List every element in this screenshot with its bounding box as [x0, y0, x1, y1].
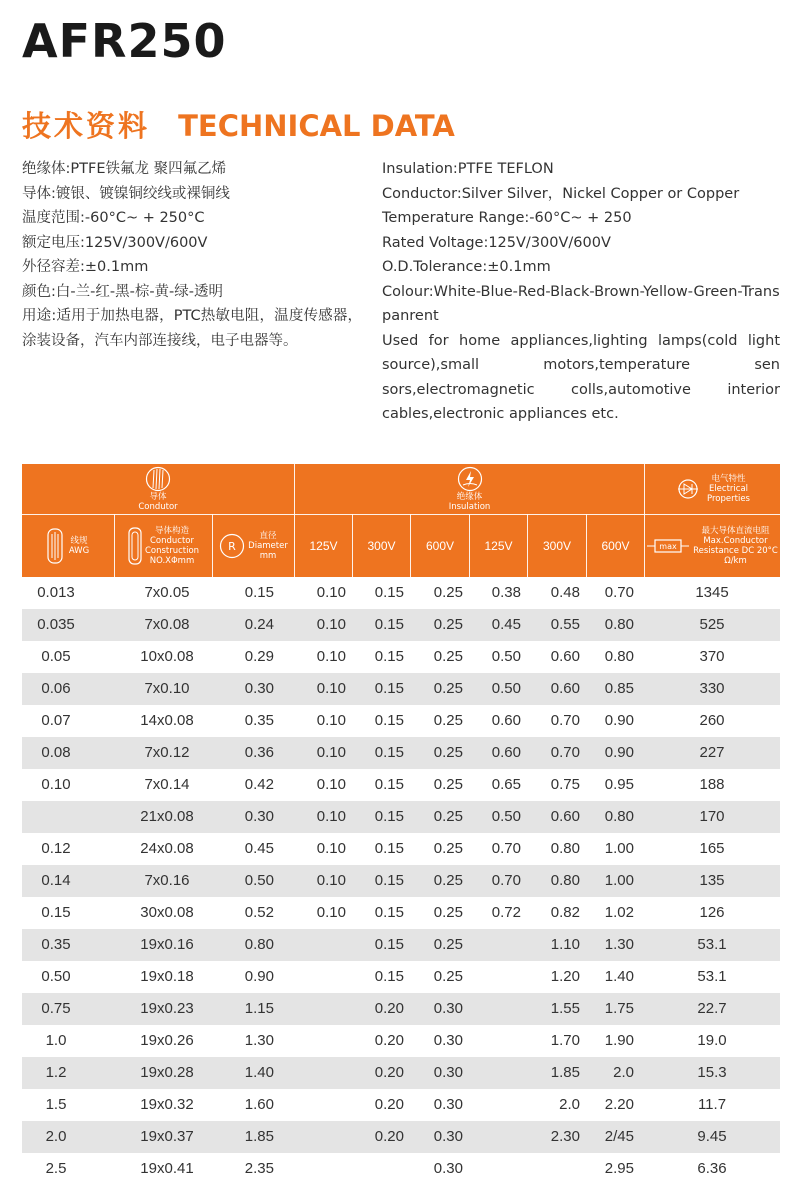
table-body — [22, 577, 780, 1185]
cell-awg: 0.035 — [37, 616, 75, 633]
cell-thick-300v — [531, 1153, 580, 1185]
table-row — [22, 897, 780, 929]
cell-thick-125v — [473, 961, 521, 993]
insulation-en: Insulation — [448, 502, 491, 512]
cell-thick-600v: 2/45 — [604, 1128, 634, 1145]
resistance-en1: Max.Conductor — [703, 536, 768, 546]
cell-insulation-300v: 0.20 — [374, 1128, 404, 1145]
cell-diameter: 1.85 — [244, 1128, 274, 1145]
cell-diameter: 0.90 — [244, 968, 274, 985]
resistor-max-label: max — [659, 542, 677, 551]
cell-construction: 7x0.05 — [144, 584, 190, 601]
resistance-header — [645, 515, 780, 577]
wire-awg-icon — [47, 528, 63, 564]
diameter-zh: 直径 — [259, 531, 277, 541]
cell-resistance: 525 — [699, 616, 725, 633]
table-row — [22, 737, 780, 769]
cell-resistance: 170 — [699, 808, 725, 825]
spec-en-conductor: Conductor:Silver Silver，Nickel Copper or Copper — [382, 185, 740, 202]
cell-construction: 7x0.12 — [144, 744, 190, 761]
cell-resistance: 165 — [699, 840, 725, 857]
cell-insulation-125v: 0.10 — [316, 904, 346, 921]
electrical-en1: Electrical — [708, 484, 749, 494]
cell-thick-125v — [473, 1153, 521, 1185]
cell-insulation-300v: 0.15 — [374, 776, 404, 793]
table-row — [22, 769, 780, 801]
cell-thick-300v: 0.82 — [550, 904, 580, 921]
cell-thick-600v: 0.85 — [604, 680, 634, 697]
cell-thick-600v: 2.0 — [613, 1064, 634, 1081]
cell-diameter: 1.15 — [244, 1000, 274, 1017]
construction-text — [145, 526, 199, 566]
conductor-group-header — [22, 464, 294, 514]
cell-thick-600v: 0.80 — [604, 616, 634, 633]
cell-diameter: 0.30 — [244, 680, 274, 697]
resistance-unit: Ω/km — [724, 556, 747, 566]
cell-thick-300v: 1.10 — [550, 936, 580, 953]
diameter-unit: mm — [259, 551, 277, 561]
cell-insulation-125v — [298, 1025, 346, 1057]
voltage-300v-header: 300V — [542, 538, 572, 553]
cell-insulation-600v: 0.25 — [433, 808, 463, 825]
cell-insulation-300v: 0.15 — [374, 584, 404, 601]
spec-en-insulation: Insulation:PTFE TEFLON — [382, 161, 554, 177]
cell-thick-300v: 1.70 — [550, 1032, 580, 1049]
cell-awg: 0.14 — [41, 872, 71, 889]
cell-thick-600v: 0.95 — [604, 776, 634, 793]
svg-text:R: R — [228, 540, 236, 553]
awg-text — [69, 536, 89, 556]
cell-thick-300v: 0.48 — [550, 584, 580, 601]
cell-awg: 0.50 — [41, 968, 71, 985]
cell-resistance: 15.3 — [697, 1064, 727, 1081]
cell-resistance: 53.1 — [697, 968, 727, 985]
cell-construction: 14x0.08 — [140, 712, 194, 729]
cell-thick-125v: 0.65 — [491, 776, 521, 793]
cell-insulation-125v: 0.10 — [316, 648, 346, 665]
cell-insulation-600v: 0.30 — [433, 1064, 463, 1081]
table-row — [22, 1089, 780, 1121]
cell-insulation-125v — [298, 1121, 346, 1153]
cell-thick-125v: 0.50 — [491, 808, 521, 825]
cell-insulation-300v: 0.15 — [374, 936, 404, 953]
cell-resistance: 22.7 — [697, 1000, 727, 1017]
electrical-text — [707, 474, 750, 504]
cell-thick-300v: 0.70 — [550, 712, 580, 729]
cell-thick-300v: 0.70 — [550, 744, 580, 761]
cell-awg: 0.05 — [41, 648, 71, 665]
resistance-zh: 最大导体直流电阻 — [701, 526, 770, 536]
cell-thick-600v: 1.40 — [604, 968, 634, 985]
table-row — [22, 1057, 780, 1089]
cell-thick-125v: 0.38 — [491, 584, 521, 601]
cell-insulation-125v: 0.10 — [316, 680, 346, 697]
cell-insulation-300v: 0.20 — [374, 1064, 404, 1081]
cell-insulation-600v: 0.25 — [433, 776, 463, 793]
cell-insulation-300v: 0.15 — [374, 680, 404, 697]
cell-insulation-300v: 0.20 — [374, 1096, 404, 1113]
cell-insulation-600v: 0.25 — [433, 872, 463, 889]
cell-awg: 0.08 — [41, 744, 71, 761]
cell-insulation-600v: 0.25 — [433, 744, 463, 761]
cell-diameter: 0.15 — [244, 584, 274, 601]
cell-insulation-600v: 0.25 — [433, 712, 463, 729]
cell-thick-300v: 0.75 — [550, 776, 580, 793]
cell-diameter: 1.40 — [244, 1064, 274, 1081]
cell-diameter: 2.35 — [244, 1160, 274, 1177]
resistor-icon — [647, 538, 689, 554]
cell-diameter: 0.50 — [244, 872, 274, 889]
cell-insulation-300v: 0.20 — [374, 1032, 404, 1049]
cell-thick-300v: 2.30 — [550, 1128, 580, 1145]
cell-thick-600v: 1.75 — [604, 1000, 634, 1017]
cell-construction: 10x0.08 — [140, 648, 194, 665]
cell-thick-600v: 1.02 — [604, 904, 634, 921]
cell-insulation-300v: 0.15 — [374, 904, 404, 921]
cell-construction: 7x0.16 — [144, 872, 190, 889]
table-row — [22, 993, 780, 1025]
cell-thick-600v: 1.90 — [604, 1032, 634, 1049]
cell-insulation-125v: 0.10 — [316, 872, 346, 889]
cell-resistance: 260 — [699, 712, 725, 729]
spec-zh-insulation: 绝缘体:PTFE铁氟龙 聚四氟乙烯 — [22, 161, 227, 177]
cell-awg: 0.12 — [41, 840, 71, 857]
cell-insulation-300v: 0.15 — [374, 744, 404, 761]
construction-header — [115, 515, 212, 577]
cell-thick-600v: 1.30 — [604, 936, 634, 953]
electrical-title — [675, 474, 750, 504]
awg-en: AWG — [68, 546, 90, 556]
cell-thick-600v: 0.90 — [604, 712, 634, 729]
cell-insulation-300v: 0.15 — [374, 712, 404, 729]
electrical-group-header — [645, 464, 780, 514]
cell-thick-125v: 0.70 — [491, 840, 521, 857]
cell-thick-125v — [473, 993, 521, 1025]
spec-zh-colour: 颜色:白-兰-红-黑-棕-黄-绿-透明 — [22, 283, 224, 300]
electrical-zh: 电气特性 — [711, 474, 746, 484]
cell-insulation-600v: 0.25 — [433, 584, 463, 601]
table-row — [22, 865, 780, 897]
cell-diameter: 0.30 — [244, 808, 274, 825]
cell-insulation-300v: 0.15 — [374, 840, 404, 857]
cell-thick-125v — [473, 1089, 521, 1121]
spec-zh-voltage: 额定电压:125V/300V/600V — [22, 234, 208, 251]
technical-data-table — [22, 464, 780, 1185]
cell-insulation-300v: 0.15 — [374, 872, 404, 889]
cell-awg: 0.07 — [41, 712, 71, 729]
cell-insulation-125v: 0.10 — [316, 744, 346, 761]
spec-en-tolerance: O.D.Tolerance:±0.1mm — [382, 259, 551, 275]
cell-thick-300v: 1.85 — [550, 1064, 580, 1081]
cell-insulation-600v: 0.25 — [433, 936, 463, 953]
diameter-icon — [219, 533, 245, 559]
cell-diameter: 0.35 — [244, 712, 274, 729]
table-row — [22, 609, 780, 641]
cell-resistance: 11.7 — [697, 1096, 727, 1113]
cell-resistance: 330 — [699, 680, 725, 697]
electrical-en2: Properties — [707, 494, 750, 504]
resistance-text — [693, 526, 778, 566]
cell-awg: 0.35 — [41, 936, 71, 953]
cell-thick-600v: 0.90 — [604, 744, 634, 761]
table-row — [22, 1025, 780, 1057]
voltage-600v-header: 600V — [425, 538, 455, 553]
cell-thick-125v: 0.70 — [491, 872, 521, 889]
cell-insulation-600v: 0.30 — [433, 1032, 463, 1049]
cell-resistance: 188 — [699, 776, 725, 793]
cell-diameter: 0.24 — [244, 616, 274, 633]
cell-resistance: 126 — [699, 904, 725, 921]
cell-awg: 0.013 — [37, 584, 75, 601]
awg-header — [22, 515, 114, 577]
cell-insulation-600v: 0.30 — [433, 1160, 463, 1177]
diameter-text — [248, 531, 288, 561]
cell-awg — [26, 801, 86, 833]
cell-insulation-600v: 0.25 — [433, 680, 463, 697]
table-header — [22, 464, 780, 577]
construction-en2: Construction — [144, 546, 200, 556]
cell-insulation-125v — [298, 961, 346, 993]
cell-insulation-125v — [298, 1057, 346, 1089]
cell-thick-300v: 0.55 — [550, 616, 580, 633]
cell-resistance: 53.1 — [697, 936, 727, 953]
cell-construction: 19x0.37 — [140, 1128, 194, 1145]
table-row — [22, 833, 780, 865]
product-title: AFR250 — [22, 14, 227, 68]
cell-diameter: 0.36 — [244, 744, 274, 761]
insulation-icon — [457, 466, 483, 492]
cell-insulation-125v — [298, 993, 346, 1025]
cell-insulation-300v: 0.15 — [374, 616, 404, 633]
cell-construction: 7x0.10 — [144, 680, 190, 697]
cell-insulation-600v: 0.25 — [433, 616, 463, 633]
cell-thick-125v — [473, 1057, 521, 1089]
section-heading-en: TECHNICAL DATA — [178, 109, 455, 143]
cell-construction: 24x0.08 — [140, 840, 194, 857]
cell-insulation-125v: 0.10 — [316, 712, 346, 729]
cell-construction: 19x0.16 — [140, 936, 194, 953]
cell-insulation-300v — [356, 1153, 404, 1185]
section-heading — [22, 104, 455, 145]
cell-insulation-300v: 0.15 — [374, 648, 404, 665]
cell-insulation-300v: 0.20 — [374, 1000, 404, 1017]
cell-insulation-600v: 0.25 — [433, 648, 463, 665]
cell-awg: 1.5 — [45, 1096, 67, 1113]
cell-thick-600v: 0.70 — [604, 584, 634, 601]
voltage-125v-header: 125V — [484, 538, 513, 553]
cell-resistance: 9.45 — [697, 1128, 727, 1145]
table-row — [22, 929, 780, 961]
cell-insulation-125v — [298, 1153, 346, 1185]
cell-diameter: 0.80 — [244, 936, 274, 953]
cell-insulation-600v: 0.30 — [433, 1000, 463, 1017]
cell-diameter: 0.29 — [244, 648, 274, 665]
spec-zh-usage: 用途:适用于加热电器，PTC热敏电阻，温度传感器，涂装设备，汽车内部连接线，电子电器等。 — [22, 308, 362, 349]
cell-insulation-600v: 0.25 — [433, 904, 463, 921]
spec-en-voltage: Rated Voltage:125V/300V/600V — [382, 234, 611, 251]
cell-construction: 19x0.26 — [140, 1032, 194, 1049]
spec-en-colour: Colour:White-Blue-Red-Black-Brown-Yellow-Green-Transpanrent — [382, 283, 780, 324]
cell-thick-300v: 2.0 — [559, 1096, 580, 1113]
table-row — [22, 673, 780, 705]
construction-en3: NO.XΦmm — [149, 556, 195, 566]
cell-construction: 19x0.18 — [140, 968, 194, 985]
construction-zh: 导体构造 — [154, 526, 189, 536]
cable-construction-icon — [128, 527, 142, 565]
cell-diameter: 1.60 — [244, 1096, 274, 1113]
cell-thick-300v: 0.80 — [550, 840, 580, 857]
cell-thick-600v: 1.00 — [604, 872, 634, 889]
cell-resistance: 135 — [699, 872, 725, 889]
cell-thick-300v: 0.60 — [550, 648, 580, 665]
cell-awg: 0.06 — [41, 680, 71, 697]
cell-insulation-600v: 0.25 — [433, 968, 463, 985]
cell-diameter: 0.42 — [244, 776, 274, 793]
table-row — [22, 641, 780, 673]
cell-construction: 30x0.08 — [140, 904, 194, 921]
cell-insulation-300v: 0.15 — [374, 968, 404, 985]
cell-insulation-125v: 0.10 — [316, 616, 346, 633]
cell-thick-125v: 0.60 — [491, 712, 521, 729]
cell-insulation-125v — [298, 929, 346, 961]
insulation-group-header — [295, 464, 644, 514]
cell-resistance: 227 — [699, 744, 725, 761]
cell-thick-125v: 0.45 — [491, 616, 521, 633]
cell-insulation-600v: 0.30 — [433, 1128, 463, 1145]
spec-zh-temperature: 温度范围:-60°C~ + 250°C — [22, 210, 205, 226]
cell-construction: 19x0.28 — [140, 1064, 194, 1081]
voltage-600v-header: 600V — [601, 538, 630, 553]
table-row — [22, 577, 780, 609]
construction-en1: Conductor — [149, 536, 194, 546]
voltage-300v-header: 300V — [367, 538, 396, 553]
cell-thick-300v: 0.60 — [550, 680, 580, 697]
cell-insulation-600v: 0.30 — [433, 1096, 463, 1113]
strand-icon — [145, 466, 171, 492]
cell-insulation-600v: 0.25 — [433, 840, 463, 857]
cell-thick-125v: 0.60 — [491, 744, 521, 761]
table-row — [22, 961, 780, 993]
cell-thick-300v: 1.20 — [550, 968, 580, 985]
awg-zh: 线规 — [70, 536, 88, 546]
cell-thick-600v: 1.00 — [604, 840, 634, 857]
cell-awg: 0.15 — [41, 904, 71, 921]
cell-thick-600v: 2.20 — [604, 1096, 634, 1113]
chinese-spec-list — [22, 157, 362, 353]
cell-insulation-125v — [298, 1089, 346, 1121]
cell-resistance: 370 — [699, 648, 725, 665]
cell-diameter: 0.52 — [244, 904, 274, 921]
table-row — [22, 801, 780, 833]
cell-diameter: 1.30 — [244, 1032, 274, 1049]
cell-awg: 2.0 — [45, 1128, 67, 1145]
cell-construction: 19x0.32 — [140, 1096, 194, 1113]
cell-thick-300v: 0.80 — [550, 872, 580, 889]
cell-insulation-125v: 0.10 — [316, 808, 346, 825]
conductor-zh: 导体 — [149, 492, 167, 502]
cell-insulation-300v: 0.15 — [374, 808, 404, 825]
cell-thick-600v: 0.80 — [604, 808, 634, 825]
cell-thick-125v — [473, 929, 521, 961]
table-row — [22, 705, 780, 737]
spec-en-usage: Used for home appliances,lighting lamps(cold light source),small motors,temperature sen sors,electromagnetic colls,automotive interior cables,electronic appliances etc. — [382, 332, 780, 422]
insulation-zh: 绝缘体 — [456, 492, 483, 502]
spec-en-temperature: Temperature Range:-60°C~ + 250 — [382, 210, 632, 226]
diode-icon — [675, 479, 701, 499]
diameter-header — [213, 515, 294, 577]
cell-construction: 21x0.08 — [140, 808, 194, 825]
cell-thick-300v: 0.60 — [550, 808, 580, 825]
cell-awg: 0.10 — [41, 776, 71, 793]
cell-construction: 19x0.23 — [140, 1000, 194, 1017]
cell-thick-600v: 0.80 — [604, 648, 634, 665]
diameter-en: Diameter — [248, 541, 288, 551]
cell-insulation-125v: 0.10 — [316, 840, 346, 857]
cell-resistance: 19.0 — [697, 1032, 727, 1049]
cell-awg: 0.75 — [41, 1000, 71, 1017]
voltage-125v-header: 125V — [309, 538, 338, 553]
cell-insulation-125v: 0.10 — [316, 584, 346, 601]
spec-zh-conductor: 导体:镀银、镀镍铜绞线或裸铜线 — [22, 185, 230, 202]
cell-awg: 1.0 — [45, 1032, 67, 1049]
cell-awg: 1.2 — [45, 1064, 67, 1081]
cell-thick-600v: 2.95 — [604, 1160, 634, 1177]
cell-thick-125v: 0.50 — [491, 680, 521, 697]
resistance-en2: Resistance DC 20°C — [693, 546, 778, 556]
table-row — [22, 1121, 780, 1153]
cell-thick-125v: 0.50 — [491, 648, 521, 665]
cell-resistance: 6.36 — [697, 1160, 727, 1177]
cell-awg: 2.5 — [45, 1160, 67, 1177]
cell-construction: 7x0.14 — [144, 776, 190, 793]
cell-construction: 7x0.08 — [144, 616, 190, 633]
english-spec-list — [382, 157, 780, 427]
cell-thick-125v — [473, 1025, 521, 1057]
cell-thick-300v: 1.55 — [550, 1000, 580, 1017]
conductor-en: Condutor — [138, 502, 178, 512]
cell-thick-125v — [473, 1121, 521, 1153]
cell-thick-125v: 0.72 — [491, 904, 521, 921]
table-row — [22, 1153, 780, 1185]
cell-construction: 19x0.41 — [140, 1160, 194, 1177]
cell-insulation-125v: 0.10 — [316, 776, 346, 793]
cell-diameter: 0.45 — [244, 840, 274, 857]
section-heading-zh: 技术资料 — [22, 109, 151, 143]
spec-zh-tolerance: 外径容差:±0.1mm — [22, 259, 149, 275]
cell-resistance: 1345 — [695, 584, 729, 601]
